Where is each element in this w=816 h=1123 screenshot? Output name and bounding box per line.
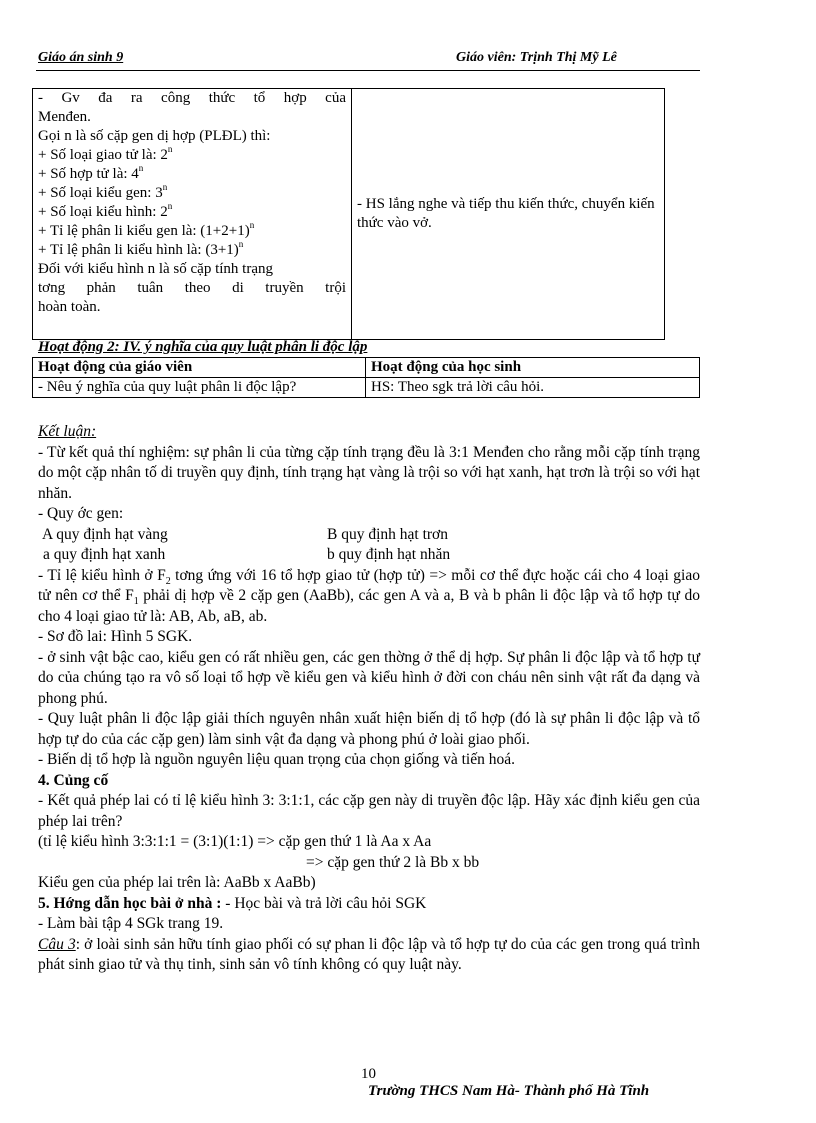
formula-line: hoàn toàn. (38, 299, 101, 315)
formula-line: + Số loại kiểu gen: 3$^n$ (38, 182, 168, 201)
student-column-header: Hoạt động của học sinh (366, 358, 700, 378)
higher-organisms-paragraph: - ở sinh vật bậc cao, kiểu gen có rất nhiều gen, các gen thờng ở thể dị hợp. Sự phân li độc lập và tổ hợp tự do của chúng tạo ra vô số loại tổ hợp về kiểu gen và kiểu hình ở đời con cháu nên sinh vật rất đa dạng và phong phú. (38, 648, 700, 707)
teacher-formula-cell (33, 89, 352, 340)
formula-line: + Tỉ lệ phân li kiểu hình là: $(3+1)^n$ (38, 239, 244, 258)
formula-line: Menđen. (38, 109, 91, 125)
activity-table (32, 357, 700, 398)
formula-line: + Tỉ lệ phân li kiểu gen là: $(1+2+1)^n$ (38, 220, 255, 239)
formula-line: tơng phản tuân theo di truyền trội (38, 280, 346, 296)
law-explanation-paragraph: - Quy luật phân li độc lập giải thích nguyên nhân xuất hiện biến dị tổ hợp (đó là sự phân li độc lập và tổ hợp tự do của các cặp gen) làm sinh vật đa dạng và phong phú ở loài giao phối. (38, 710, 700, 748)
school-footer: Trường THCS Nam Hà- Thành phố Hà Tĩnh (368, 1083, 650, 1099)
cross-diagram-note: - Sơ đồ lai: Hình 5 SGK. (38, 628, 193, 645)
consolidate-question: - Kết quả phép lai có tỉ lệ kiểu hình 3: 3:1:1, các cặp gen này di truyền độc lập. Hãy xác định kiểu gen của phép lai trên? (38, 792, 700, 830)
formula-line: + Số loại kiểu hình: 2$^n$ (38, 201, 173, 220)
gene-convention: - Quy ớc gen: (38, 505, 124, 522)
homework-question: Câu 3: ở loài sinh sản hữu tính giao phối có sự phan li độc lập và tổ hợp tự do của các gen trong quá trình phát sinh giao tử và thụ tinh, sinh sản vô tính không có quy luật này. (38, 935, 700, 973)
gene-b: b quy định hạt nhăn (327, 546, 451, 563)
consolidate-line: Kiểu gen của phép lai trên là: AaBb x AaBb) (38, 874, 316, 891)
header-subject: Giáo án sinh 9 (38, 50, 124, 65)
homework-heading: 5. Hớng dẫn học bài ở nhà : - Học bài và trả lời câu hỏi SGK (38, 894, 427, 912)
gene-A: A quy định hạt vàng (42, 525, 168, 543)
conclusion-paragraph: - Từ kết quả thí nghiệm: sự phân li của từng cặp tính trạng đều là 3:1 Menđen cho rằng mỗi cặp tính trạng do một cặp nhân tố di truyền quy định, tính trạng hạt vàng là trội so với hạt xanh, hạt trơn là trội so với hạt nhăn. (38, 443, 700, 502)
formula-line: Đối với kiểu hình n là số cặp tính trạng (38, 261, 273, 277)
conclusion-label: Kết luận: (38, 423, 97, 440)
page-number: 10 (361, 1066, 376, 1082)
gene-row (38, 525, 700, 546)
consolidate-title: 4. Củng cố (38, 771, 109, 789)
header-rule (36, 70, 700, 71)
student-response-cell: - HS lắng nghe và tiếp thu kiến thức, chuyển kiến thức vào vở. (352, 89, 665, 340)
formula-line: + Số hợp tử là: 4$^n$ (38, 163, 144, 182)
activity-2-title: Hoạt động 2: IV. ý nghĩa của quy luật phân li độc lập (38, 339, 368, 355)
formula-line: - Gv đa ra công thức tổ hợp của (38, 90, 346, 106)
consolidate-line: (tỉ lệ kiểu hình 3:3:1:1 = (3:1)(1:1) => cặp gen thứ 1 là Aa x Aa (38, 833, 432, 850)
teacher-column-header: Hoạt động của giáo viên (33, 358, 366, 378)
gene-row (38, 545, 700, 566)
gene-B: B quy định hạt trơn (327, 525, 448, 543)
lesson-body (38, 422, 700, 976)
formula-table (32, 88, 665, 340)
variation-paragraph: - Biến dị tổ hợp là nguồn nguyên liệu quan trọng của chọn giống và tiến hoá. (38, 751, 515, 768)
formula-line: + Số loại giao tử là: 2$^n$ (38, 144, 173, 163)
header-teacher: Giáo viên: Trịnh Thị Mỹ Lê (456, 50, 617, 65)
formula-line: Gọi n là số cặp gen dị hợp (PLĐL) thì: (38, 128, 271, 144)
homework-exercise: - Làm bài tập 4 SGk trang 19. (38, 915, 224, 932)
student-activity-cell: HS: Theo sgk trả lời câu hỏi. (366, 378, 700, 398)
ratio-paragraph: - Tỉ lệ kiểu hình ở $F_2$ tơng ứng với 16 tổ hợp giao tử (hợp tử) => mỗi cơ thể đực hoặc cái cho 4 loại giao tử nên cơ thể $F_1$ phải dị hợp về 2 cặp gen (AaBb), các gen A và a, B và b phân li độc lập và tổ hợp tự do cho 4 loại giao tử là: AB, Ab, aB, ab. (38, 566, 700, 625)
teacher-activity-cell: - Nêu ý nghĩa của quy luật phân li độc lập? (33, 378, 366, 398)
gene-a: a quy định hạt xanh (43, 546, 166, 563)
consolidate-line: => cặp gen thứ 2 là Bb x bb (306, 853, 480, 871)
